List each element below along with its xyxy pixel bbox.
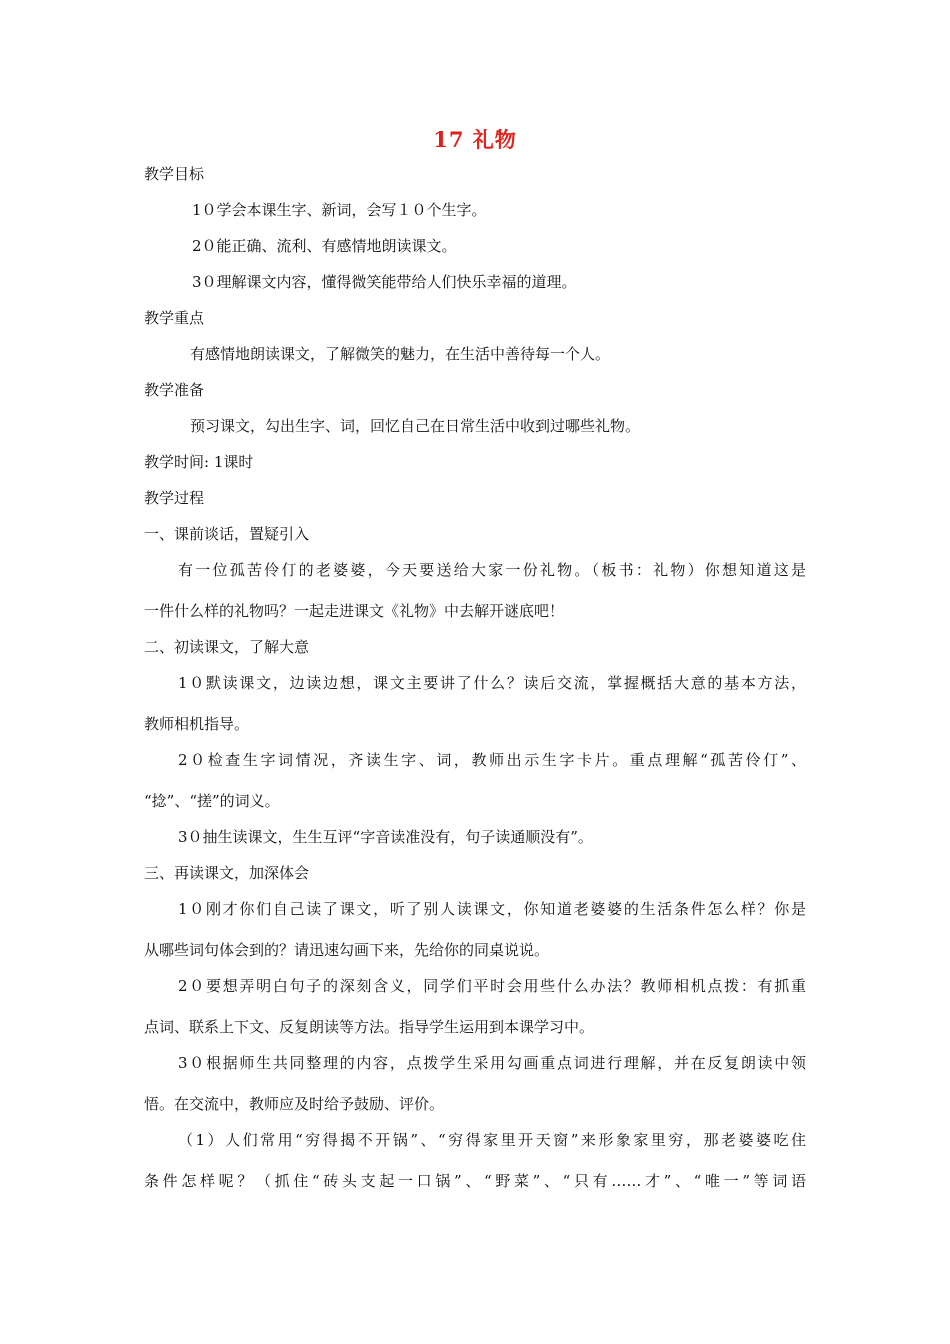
text-line: 有感情地朗读课文，了解微笑的魅力，在生活中善待每一个人。 [190, 345, 611, 363]
text-line: 条件怎样呢？（抓住“砖头支起一口锅”、“野菜”、“只有……才”、“唯一”等词语 [144, 1172, 806, 1190]
text-line: 教学准备 [144, 381, 205, 399]
text-line: 1０学会本课生字、新词，会写１０个生字。 [192, 201, 487, 219]
page-title: 17 礼物 [433, 127, 517, 152]
text-line: 一件什么样的礼物吗？一起走进课文《礼物》中去解开谜底吧！ [144, 602, 565, 620]
text-line: 教学重点 [144, 309, 205, 327]
text-line: 教师相机指导。 [144, 715, 250, 733]
text-line: 二、初读课文，了解大意 [144, 638, 310, 656]
text-line: “捻”、“搓”的词义。 [144, 792, 280, 810]
text-line: 2０要想弄明白句子的深刻含义，同学们平时会用些什么办法？教师相机点拨：有抓重 [178, 977, 806, 995]
text-line: 3０抽生读课文，生生互评“字音读准没有，句子读通顺没有”。 [178, 828, 593, 846]
text-line: 2０检查生字词情况，齐读生字、词，教师出示生字卡片。重点理解“孤苦伶仃”、 [178, 751, 806, 769]
text-line: 悟。在交流中，教师应及时给予鼓励、评价。 [144, 1095, 445, 1113]
text-line: 有一位孤苦伶仃的老婆婆，今天要送给大家一份礼物。（板书：礼物）你想知道这是 [178, 561, 806, 579]
text-line: 教学目标 [144, 165, 205, 183]
text-line: 教学时间: 1课时 [144, 453, 254, 471]
text-line: 1０刚才你们自己读了课文，听了别人读课文，你知道老婆婆的生活条件怎么样？你是 [178, 900, 806, 918]
text-line: 3０根据师生共同整理的内容，点拨学生采用勾画重点词进行理解，并在反复朗读中领 [178, 1054, 806, 1072]
text-line: 一、课前谈话，置疑引入 [144, 525, 310, 543]
text-line: （1）人们常用“穷得揭不开锅”、“穷得家里开天窗”来形象家里穷，那老婆婆吃住 [178, 1131, 806, 1149]
text-line: 3０理解课文内容，懂得微笑能带给人们快乐幸福的道理。 [192, 273, 577, 291]
text-line: 点词、联系上下文、反复朗读等方法。指导学生运用到本课学习中。 [144, 1018, 595, 1036]
text-line: 三、再读课文，加深体会 [144, 864, 310, 882]
text-line: 预习课文，勾出生字、词，回忆自己在日常生活中收到过哪些礼物。 [190, 417, 641, 435]
text-line: 2０能正确、流利、有感情地朗读课文。 [192, 237, 457, 255]
text-line: 教学过程 [144, 489, 205, 507]
text-line: 1０默读课文，边读边想，课文主要讲了什么？读后交流，掌握概括大意的基本方法， [178, 674, 806, 692]
text-line: 从哪些词句体会到的？请迅速勾画下来，先给你的同桌说说。 [144, 941, 550, 959]
